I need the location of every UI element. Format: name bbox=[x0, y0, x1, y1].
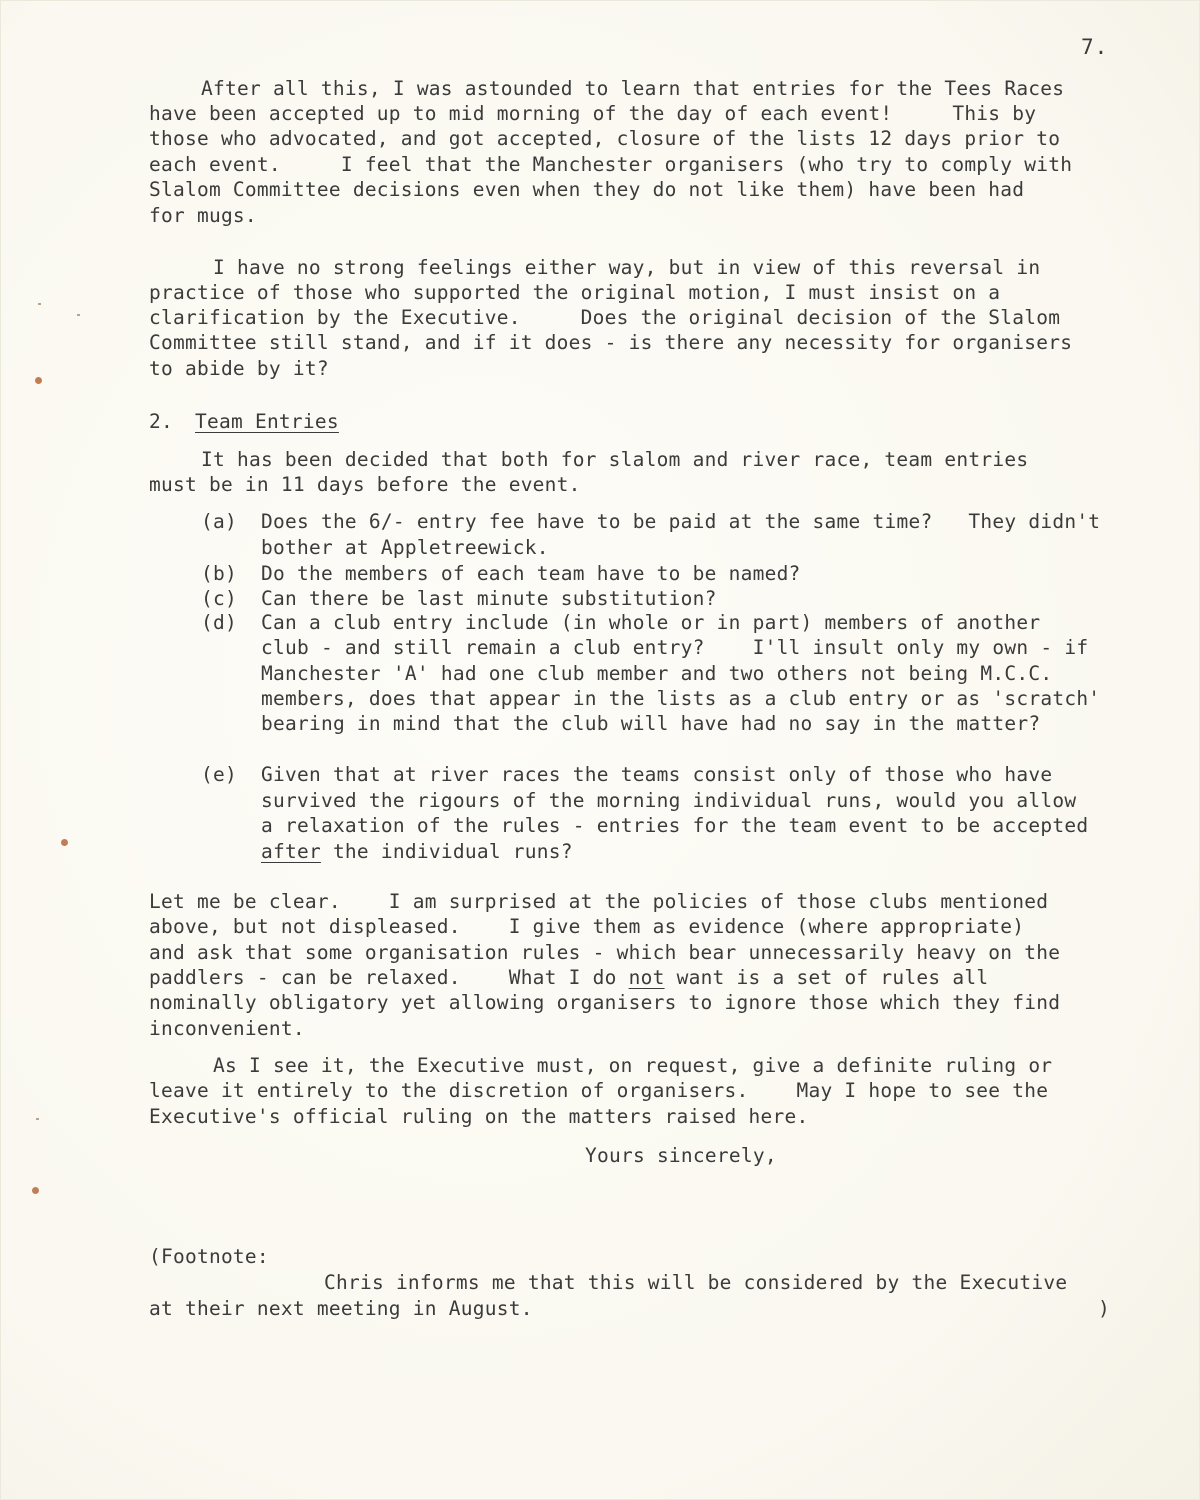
text-line: Can there be last minute substitution? bbox=[261, 587, 717, 610]
text-line: at their next meeting in August. bbox=[149, 1297, 533, 1320]
text-line: bearing in mind that the club will have had no say in the matter? bbox=[261, 712, 1041, 735]
text-line: Slalom Committee decisions even when they do not like them) have been had bbox=[149, 178, 1025, 201]
text-line bbox=[261, 839, 573, 865]
text-line: Does the 6/- entry fee have to be paid at the same time? They didn't bbox=[261, 510, 1101, 533]
footnote-label: (Footnote: bbox=[149, 1245, 269, 1268]
text-line: Given that at river races the teams consist only of those who have bbox=[261, 763, 1053, 786]
text-line: nominally obligatory yet allowing organisers to ignore those which they find bbox=[149, 991, 1061, 1014]
list-marker: (b) bbox=[201, 562, 237, 585]
text-line: It has been decided that both for slalom and river race, team entries bbox=[201, 448, 1029, 471]
text-line: each event. I feel that the Manchester organisers (who try to comply with bbox=[149, 153, 1073, 176]
text-fragment: the individual runs? bbox=[320, 840, 573, 863]
text-line: inconvenient. bbox=[149, 1017, 305, 1040]
text-line: Let me be clear. I am surprised at the policies of those clubs mentioned bbox=[149, 890, 1049, 913]
text-fragment: want is a set of rules all bbox=[664, 966, 989, 989]
text-line: must be in 11 days before the event. bbox=[149, 473, 581, 496]
page-number: 7. bbox=[1081, 35, 1109, 59]
text-line: clarification by the Executive. Does the original decision of the Slalom bbox=[149, 306, 1061, 329]
list-marker: (e) bbox=[201, 763, 237, 786]
text-line: Do the members of each team have to be named? bbox=[261, 562, 801, 585]
text-fragment: paddlers - can be relaxed. What I do bbox=[149, 966, 629, 989]
text-line bbox=[149, 965, 988, 991]
text-line: leave it entirely to the discretion of organisers. May I hope to see the bbox=[149, 1079, 1049, 1102]
closing-salutation: Yours sincerely, bbox=[585, 1144, 777, 1167]
text-line: and ask that some organisation rules - which bear unnecessarily heavy on the bbox=[149, 941, 1061, 964]
binder-hole-mark bbox=[35, 377, 42, 384]
binder-hole-mark bbox=[61, 839, 68, 846]
text-line: those who advocated, and got accepted, closure of the lists 12 days prior to bbox=[149, 127, 1061, 150]
text-line: practice of those who supported the original motion, I must insist on a bbox=[149, 281, 1001, 304]
text-line: above, but not displeased. I give them as evidence (where appropriate) bbox=[149, 915, 1025, 938]
list-marker: (a) bbox=[201, 510, 237, 533]
emphasis-not: not bbox=[628, 966, 665, 989]
section-number: 2. bbox=[149, 410, 173, 433]
text-line: members, does that appear in the lists as a club entry or as 'scratch' bbox=[261, 687, 1101, 710]
text-line: As I see it, the Executive must, on request, give a definite ruling or bbox=[213, 1054, 1053, 1077]
text-line: a relaxation of the rules - entries for the team event to be accepted bbox=[261, 814, 1089, 837]
text-line: Can a club entry include (in whole or in part) members of another bbox=[261, 611, 1041, 634]
paper-speck bbox=[38, 303, 41, 305]
text-line: for mugs. bbox=[149, 204, 257, 227]
binder-hole-mark bbox=[32, 1187, 39, 1194]
text-line: Chris informs me that this will be considered by the Executive bbox=[324, 1271, 1068, 1294]
text-line: bother at Appletreewick. bbox=[261, 536, 549, 559]
section-heading bbox=[149, 409, 339, 435]
text-line: After all this, I was astounded to learn that entries for the Tees Races bbox=[201, 77, 1065, 100]
text-line: I have no strong feelings either way, but in view of this reversal in bbox=[213, 256, 1041, 279]
emphasis-after: after bbox=[261, 840, 321, 863]
section-title: Team Entries bbox=[195, 410, 339, 433]
text-line: Committee still stand, and if it does - is there any necessity for organisers bbox=[149, 331, 1073, 354]
text-line: to abide by it? bbox=[149, 357, 329, 380]
paper-speck bbox=[36, 1118, 39, 1120]
text-line: have been accepted up to mid morning of the day of each event! This by bbox=[149, 102, 1037, 125]
paper-speck bbox=[77, 314, 80, 316]
text-line: Executive's official ruling on the matters raised here. bbox=[149, 1105, 809, 1128]
text-line: survived the rigours of the morning individual runs, would you allow bbox=[261, 789, 1077, 812]
list-marker: (d) bbox=[201, 611, 237, 634]
footnote-close-paren: ) bbox=[1098, 1297, 1110, 1320]
text-line: Manchester 'A' had one club member and two others not being M.C.C. bbox=[261, 662, 1053, 685]
list-marker: (c) bbox=[201, 587, 237, 610]
text-line: club - and still remain a club entry? I'll insult only my own - if bbox=[261, 636, 1089, 659]
